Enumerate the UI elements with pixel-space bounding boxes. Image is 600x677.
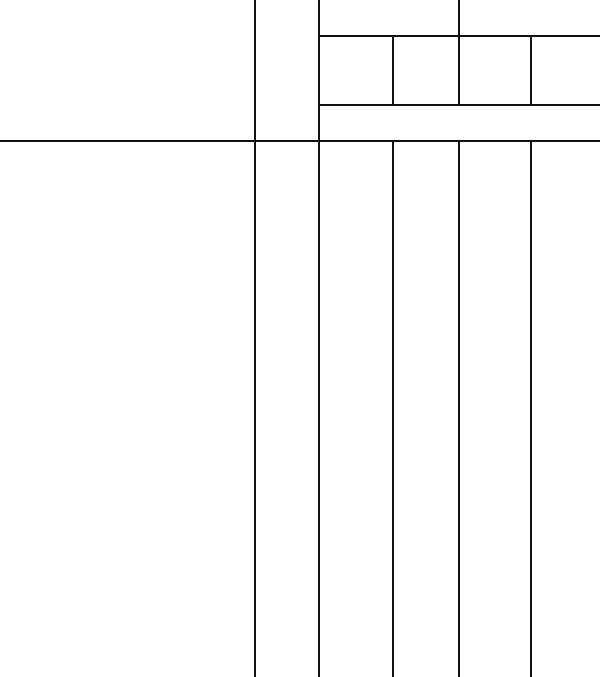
rule-under-groups bbox=[318, 35, 600, 37]
rule-between-groups bbox=[458, 0, 460, 104]
rule-under-subheads bbox=[318, 104, 600, 106]
rule-empfang-mid bbox=[392, 36, 394, 104]
rule-empfang-mid-body bbox=[392, 140, 394, 677]
rule-between-groups-body bbox=[458, 140, 460, 677]
rule-under-header bbox=[0, 140, 600, 142]
rule-versand-mid-body bbox=[530, 140, 532, 677]
rule-jahr-left bbox=[254, 0, 256, 677]
rule-versand-mid bbox=[530, 36, 532, 104]
rule-jahr-right bbox=[318, 0, 320, 677]
